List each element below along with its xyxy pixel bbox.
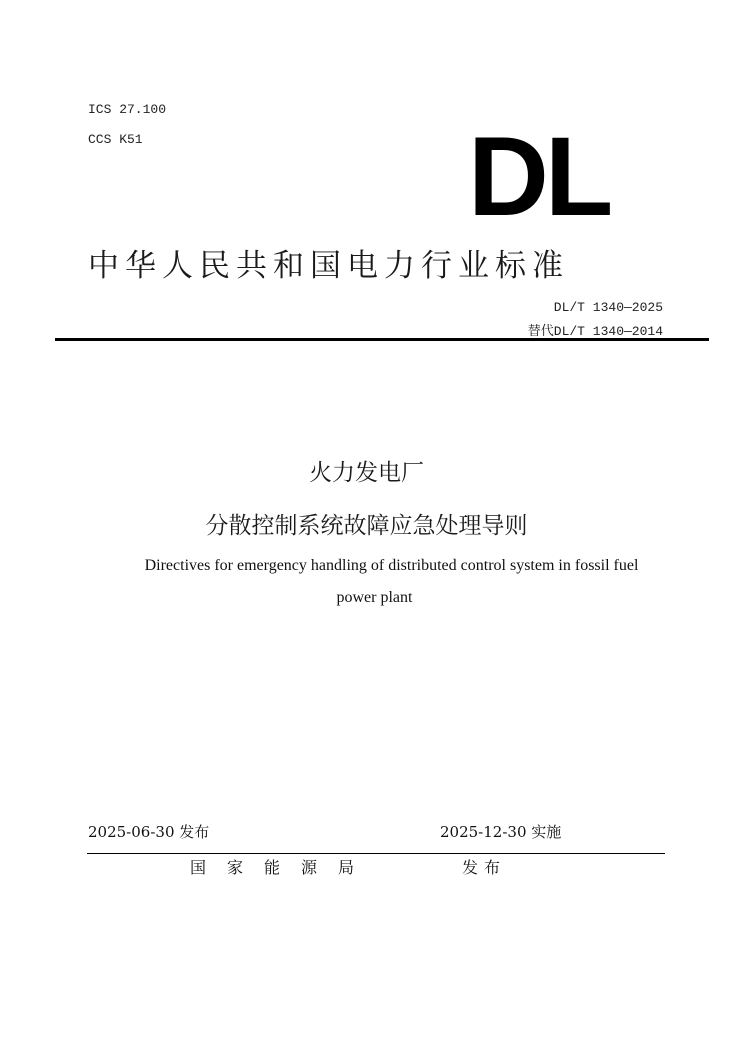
standard-number: DL/T 1340—2025 xyxy=(553,300,663,315)
title-zh-line2: 分散控制系统故障应急处理导则 xyxy=(205,513,528,539)
dl-logo: DL xyxy=(468,114,610,239)
title-zh-line1: 火力发电厂 xyxy=(309,460,424,486)
publish-date: 2025-06-30 发布 xyxy=(88,823,210,841)
issue-label: 发布 xyxy=(462,858,507,877)
footer-rule xyxy=(87,853,665,854)
replaces-standard: 替代DL/T 1340—2014 xyxy=(527,324,663,339)
title-en-line2: power plant xyxy=(336,589,413,606)
ccs-code: CCS K51 xyxy=(88,132,143,147)
implement-date: 2025-12-30 实施 xyxy=(440,823,562,841)
title-en-line1: Directives for emergency handling of distributed control system in fossil fuel xyxy=(144,557,639,574)
header-rule xyxy=(55,338,709,341)
standard-name: 中华人民共和国电力行业标准 xyxy=(88,248,569,284)
issuer-name: 国家能源局 xyxy=(190,858,376,877)
ics-code: ICS 27.100 xyxy=(88,102,167,117)
